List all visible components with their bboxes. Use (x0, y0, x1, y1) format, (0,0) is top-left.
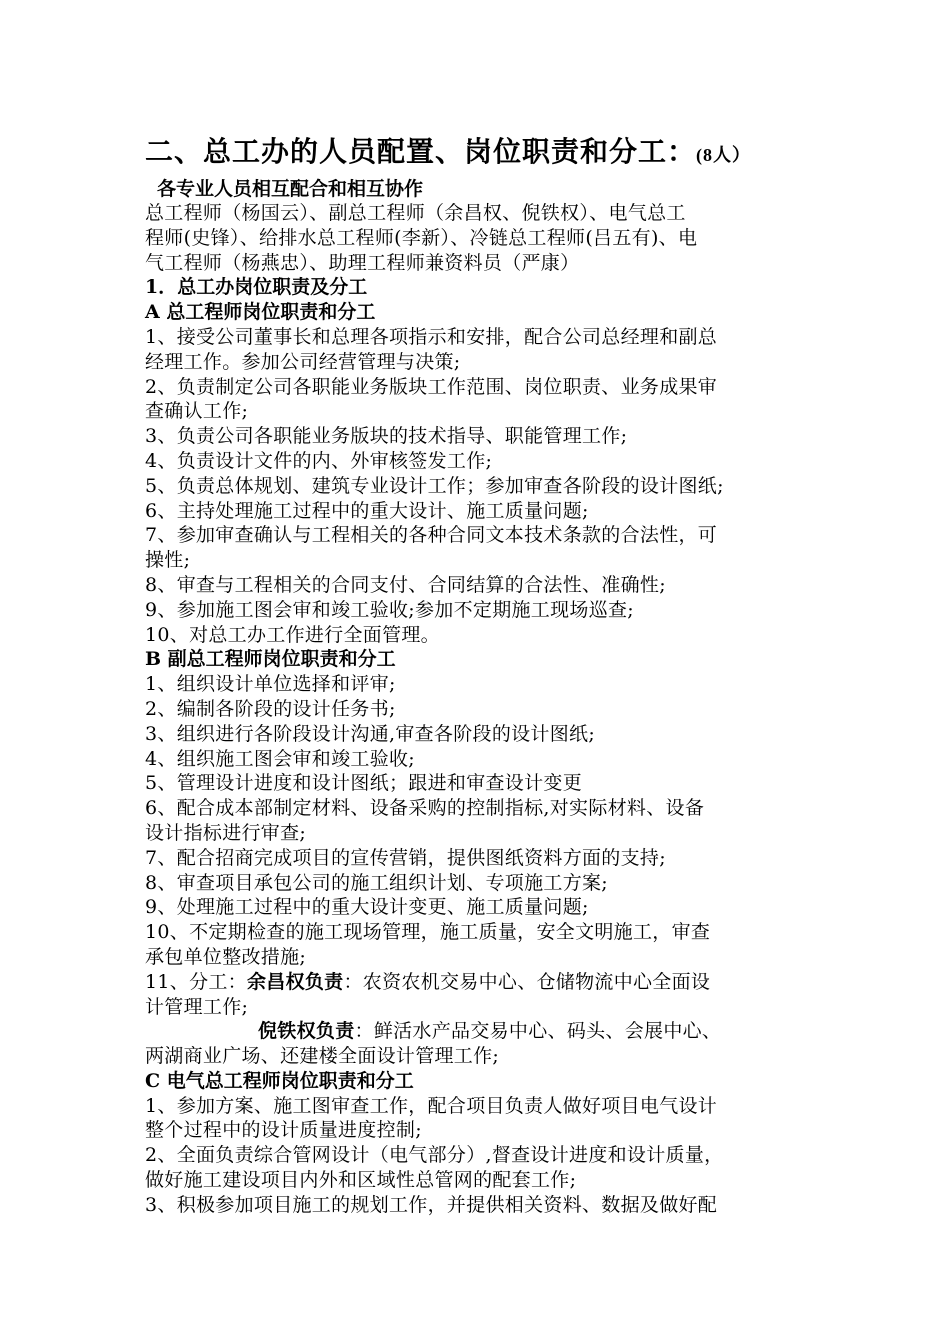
section-a-line: 6、主持处理施工过程中的重大设计、施工质量问题; (145, 499, 589, 522)
section-a-line: 10、对总工办工作进行全面管理。 (145, 623, 440, 646)
section-a-line: 1、接受公司董事长和总理各项指示和安排，配合公司总经理和副总 (145, 325, 718, 348)
item11-line-4: 两湖商业广场、还建楼全面设计管理工作; (145, 1045, 500, 1068)
section-a-line: 3、负责公司各职能业务版块的技术指导、职能管理工作; (145, 425, 628, 448)
section-b-line: 10、不定期检查的施工现场管理，施工质量，安全文明施工，审查 (145, 921, 711, 944)
section-c-line: 整个过程中的设计质量进度控制; (145, 1119, 422, 1142)
intro-line: 程师(史锋）、给排水总工程师(李新）、冷链总工程师(吕五有)、电 (145, 226, 698, 249)
section-b-line: 8、审查项目承包公司的施工组织计划、专项施工方案; (145, 871, 608, 894)
section-c-heading: C 电气总工程师岗位职责和分工 (145, 1069, 414, 1092)
section-c-line: 1、参加方案、施工图审查工作，配合项目负责人做好项目电气设计 (145, 1094, 718, 1117)
section-a-line: 7、参加审查确认与工程相关的各种合同文本技术条款的合法性，可 (145, 524, 718, 547)
item11-line-3 (145, 1019, 825, 1044)
section-c-line: 3、积极参加项目施工的规划工作，并提供相关资料、数据及做好配 (145, 1193, 718, 1216)
section-b-line: 7、配合招商完成项目的宣传营销，提供图纸资料方面的支持; (145, 846, 666, 869)
title-main: 二、总工办的人员配置、岗位职责和分工： (145, 135, 697, 168)
section-c-line: 2、全面负责综合管网设计（电气部分）,督查设计进度和设计质量， (145, 1144, 724, 1167)
section-b-line: 1、组织设计单位选择和评审; (145, 673, 396, 696)
item11-name2: 倪铁权负责 (258, 1020, 355, 1043)
section-b-line: 设计指标进行审查; (145, 821, 307, 844)
section-a-line: 8、审查与工程相关的合同支付、合同结算的合法性、准确性; (145, 573, 666, 596)
section-c-line: 做好施工建设项目内外和区域性总管网的配套工作; (145, 1169, 577, 1192)
item11-line-2: 计管理工作; (145, 995, 249, 1018)
subtitle: 各专业人员相互配合和相互协作 (157, 178, 424, 200)
section-b-line: 3、组织进行各阶段设计沟通,审查各阶段的设计图纸; (145, 722, 596, 745)
section-a-line: 2、负责制定公司各职能业务版块工作范围、岗位职责、业务成果审 (145, 375, 718, 398)
section-b-line: 6、配合成本部制定材料、设备采购的控制指标,对实际材料、设备 (145, 797, 705, 820)
intro-line: 气工程师（杨燕忠）、助理工程师兼资料员（严康） (145, 251, 580, 274)
section-b-line: 4、组织施工图会审和竣工验收; (145, 747, 415, 770)
item11-prefix: 11、分工： (145, 970, 247, 993)
section-a-line: 查确认工作; (145, 400, 249, 423)
section-b-line: 承包单位整改措施; (145, 945, 307, 968)
document-body (145, 134, 825, 1218)
section-a-line: 9、参加施工图会审和竣工验收;参加不定期施工现场巡查; (145, 598, 634, 621)
section-heading-1: 1．总工办岗位职责及分工 (145, 276, 368, 299)
section-a-line: 操性; (145, 549, 191, 572)
title-count: (8人） (696, 145, 752, 165)
item11-text1: ：农资农机交易中心、仓储物流中心全面设 (343, 970, 711, 993)
section-a-line: 4、负责设计文件的内、外审核签发工作; (145, 449, 493, 472)
section-b-heading: B 副总工程师岗位职责和分工 (145, 648, 396, 671)
section-a-line: 5、负责总体规划、建筑专业设计工作；参加审查各阶段的设计图纸; (145, 474, 724, 497)
section-b-line: 2、编制各阶段的设计任务书; (145, 697, 396, 720)
section-b-line: 5、管理设计进度和设计图纸；跟进和审查设计变更 (145, 772, 582, 795)
page-title (145, 134, 825, 173)
section-a-heading: A 总工程师岗位职责和分工 (145, 301, 376, 324)
item11-line-1 (145, 970, 825, 995)
section-a-line: 经理工作。参加公司经营管理与决策; (145, 350, 461, 373)
item11-name1: 余昌权负责 (246, 970, 344, 993)
item11-text2: ：鲜活水产品交易中心、码头、会展中心、 (354, 1020, 722, 1043)
intro-line: 总工程师（杨国云）、副总工程师（余昌权、倪铁权）、电气总工 (145, 202, 686, 224)
section-b-line: 9、处理施工过程中的重大设计变更、施工质量问题; (145, 896, 589, 919)
